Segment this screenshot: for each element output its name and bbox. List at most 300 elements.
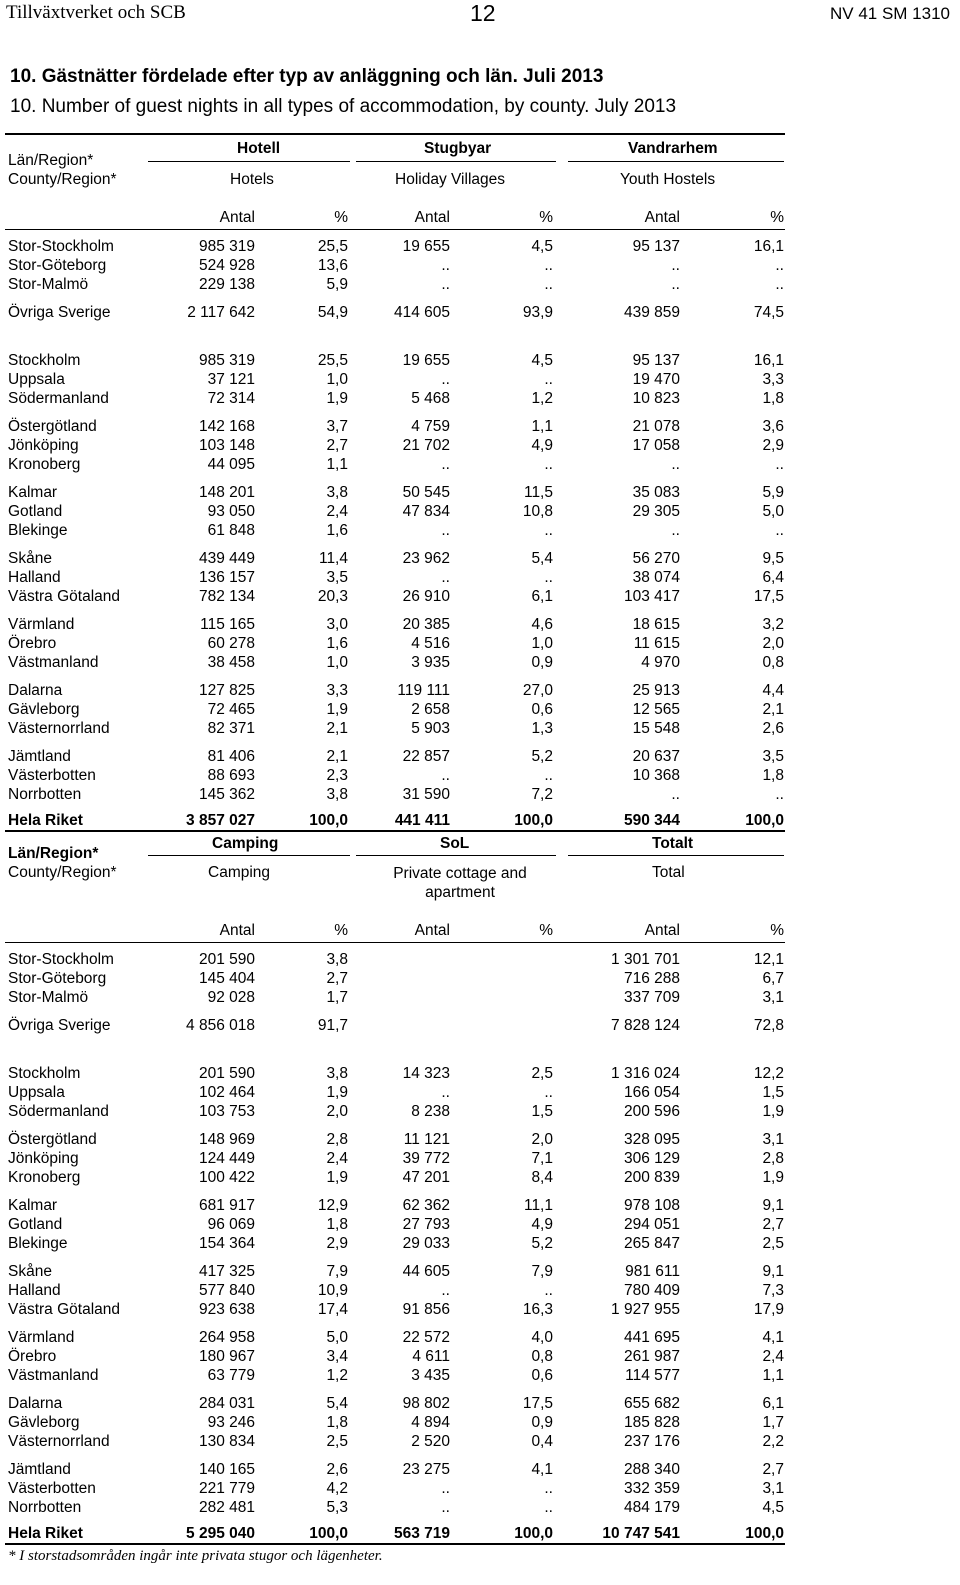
cell-value: 7,1 xyxy=(531,1150,553,1167)
table-row xyxy=(0,951,960,970)
row-label: Stor-Göteborg xyxy=(8,970,107,987)
cell-value: 148 969 xyxy=(198,1131,255,1148)
table2-group-rule-1 xyxy=(148,855,350,856)
row-label: Örebro xyxy=(8,1348,57,1365)
cell-value: 1,1 xyxy=(326,456,348,473)
row-label: Gävleborg xyxy=(8,1414,80,1431)
cell-value: 414 605 xyxy=(393,304,450,321)
cell-value: 0,4 xyxy=(531,1433,553,1450)
cell-value: 200 596 xyxy=(623,1103,680,1120)
row-label: Övriga Sverige xyxy=(8,1017,111,1034)
cell-value: 4,6 xyxy=(531,616,553,633)
cell-value: 3,8 xyxy=(326,484,348,501)
cell-value: 782 134 xyxy=(198,588,255,605)
row-label: Värmland xyxy=(8,616,75,633)
cell-value: 100 422 xyxy=(198,1169,255,1186)
row-label: Gotland xyxy=(8,1216,63,1233)
cell-value: 1,7 xyxy=(762,1414,784,1431)
table-row xyxy=(0,654,960,673)
table-row xyxy=(0,276,960,295)
cell-value: 11,1 xyxy=(523,1197,553,1214)
cell-value: 25,5 xyxy=(317,352,348,369)
cell-value: 5,0 xyxy=(762,503,784,520)
cell-value: 17,5 xyxy=(753,588,784,605)
table-row xyxy=(0,748,960,767)
cell-value: 2,1 xyxy=(326,720,348,737)
cell-value: 681 917 xyxy=(198,1197,255,1214)
sub-pct: % xyxy=(334,209,348,226)
table2-region-en: County/Region* xyxy=(8,864,117,881)
cell-value: 332 359 xyxy=(623,1480,680,1497)
cell-value: 10,9 xyxy=(317,1282,348,1299)
cell-value: 0,9 xyxy=(531,1414,553,1431)
cell-value: 4,5 xyxy=(762,1499,784,1516)
cell-value: 50 545 xyxy=(402,484,450,501)
cell-value: 9,5 xyxy=(762,550,784,567)
row-label: Södermanland xyxy=(8,1103,109,1120)
cell-value: .. xyxy=(671,456,680,473)
cell-value: 5 295 040 xyxy=(186,1525,255,1542)
cell-value: 82 371 xyxy=(207,720,255,737)
cell-value: .. xyxy=(544,1499,553,1516)
cell-value: 11 121 xyxy=(403,1131,450,1148)
table2-bottom-rule xyxy=(5,1543,785,1545)
table2-group-camping: Camping xyxy=(212,835,279,852)
cell-value: 95 137 xyxy=(632,352,680,369)
table-row xyxy=(0,1065,960,1084)
cell-value: 13,6 xyxy=(317,257,348,274)
row-label: Övriga Sverige xyxy=(8,304,111,321)
cell-value: 2,9 xyxy=(762,437,784,454)
cell-value: .. xyxy=(544,276,553,293)
cell-value: 25,5 xyxy=(317,238,348,255)
cell-value: 100,0 xyxy=(514,812,553,829)
cell-value: 200 839 xyxy=(623,1169,680,1186)
table-row xyxy=(0,1169,960,1188)
cell-value: 100,0 xyxy=(309,1525,348,1542)
cell-value: 201 590 xyxy=(198,1065,255,1082)
cell-value: 16,3 xyxy=(522,1301,553,1318)
table-row xyxy=(0,812,960,831)
cell-value: 23 962 xyxy=(402,550,450,567)
cell-value: 2 520 xyxy=(411,1433,450,1450)
cell-value: 2,7 xyxy=(326,437,348,454)
table-row xyxy=(0,437,960,456)
cell-value: 72 465 xyxy=(207,701,255,718)
cell-value: 130 834 xyxy=(198,1433,255,1450)
cell-value: 20 637 xyxy=(632,748,680,765)
table-row xyxy=(0,1131,960,1150)
table-row xyxy=(0,635,960,654)
cell-value: 3,4 xyxy=(326,1348,348,1365)
cell-value: 92 028 xyxy=(207,989,255,1006)
table2-group-camping-en: Camping xyxy=(208,864,271,881)
cell-value: 17,5 xyxy=(522,1395,553,1412)
cell-value: .. xyxy=(544,1480,553,1497)
title-swedish: 10. Gästnätter fördelade efter typ av anläggning och län. Juli 2013 xyxy=(10,66,604,87)
cell-value: 102 464 xyxy=(198,1084,255,1101)
table1-group-hostels: Vandrarhem xyxy=(628,140,718,157)
cell-value: 60 278 xyxy=(207,635,255,652)
cell-value: 38 074 xyxy=(632,569,680,586)
cell-value: .. xyxy=(441,276,450,293)
cell-value: 1,6 xyxy=(326,635,348,652)
table-row xyxy=(0,484,960,503)
cell-value: 923 638 xyxy=(198,1301,255,1318)
cell-value: 11 615 xyxy=(633,635,680,652)
cell-value: .. xyxy=(441,1499,450,1516)
cell-value: 7 828 124 xyxy=(611,1017,680,1034)
cell-value: 81 406 xyxy=(207,748,255,765)
cell-value: 103 417 xyxy=(623,588,680,605)
table-row xyxy=(0,989,960,1008)
cell-value: 1,0 xyxy=(326,371,348,388)
cell-value: .. xyxy=(544,1084,553,1101)
cell-value: 1,2 xyxy=(531,390,553,407)
cell-value: 4,0 xyxy=(531,1329,553,1346)
cell-value: 10 747 541 xyxy=(602,1525,680,1542)
table1-group-hotels-en: Hotels xyxy=(230,171,274,188)
sub-antal: Antal xyxy=(414,922,450,939)
cell-value: 103 753 xyxy=(198,1103,255,1120)
cell-value: 1,8 xyxy=(762,767,784,784)
cell-value: 27,0 xyxy=(522,682,553,699)
cell-value: 93 050 xyxy=(207,503,255,520)
cell-value: 2,0 xyxy=(531,1131,553,1148)
sub-antal: Antal xyxy=(644,209,680,226)
table-row xyxy=(0,1235,960,1254)
cell-value: 21 702 xyxy=(402,437,450,454)
row-label: Stockholm xyxy=(8,1065,81,1082)
cell-value: 62 362 xyxy=(402,1197,450,1214)
cell-value: .. xyxy=(775,786,784,803)
cell-value: 17 058 xyxy=(632,437,680,454)
cell-value: .. xyxy=(441,569,450,586)
cell-value: 47 201 xyxy=(402,1169,450,1186)
table-row xyxy=(0,701,960,720)
cell-value: 2,5 xyxy=(326,1433,348,1450)
cell-value: 2,4 xyxy=(326,1150,348,1167)
cell-value: 2,5 xyxy=(762,1235,784,1252)
table2-region-sv: Län/Region* xyxy=(8,845,99,862)
cell-value: 148 201 xyxy=(198,484,255,501)
table-row xyxy=(0,682,960,701)
cell-value: 264 958 xyxy=(198,1329,255,1346)
cell-value: 5,4 xyxy=(531,550,553,567)
cell-value: 0,6 xyxy=(531,701,553,718)
table-row xyxy=(0,786,960,805)
cell-value: 2,0 xyxy=(326,1103,348,1120)
row-label: Jämtland xyxy=(8,748,71,765)
cell-value: 2,7 xyxy=(762,1461,784,1478)
table-row xyxy=(0,371,960,390)
cell-value: 282 481 xyxy=(198,1499,255,1516)
row-label: Skåne xyxy=(8,550,52,567)
row-label: Norrbotten xyxy=(8,1499,82,1516)
cell-value: .. xyxy=(671,276,680,293)
row-label: Halland xyxy=(8,1282,61,1299)
table2-subheader xyxy=(0,922,960,941)
cell-value: 1,5 xyxy=(762,1084,784,1101)
cell-value: 0,8 xyxy=(762,654,784,671)
cell-value: 2,6 xyxy=(762,720,784,737)
cell-value: .. xyxy=(441,1480,450,1497)
cell-value: 26 910 xyxy=(402,588,450,605)
cell-value: 19 470 xyxy=(632,371,680,388)
cell-value: 3,8 xyxy=(326,951,348,968)
table-row xyxy=(0,1263,960,1282)
table-row xyxy=(0,1282,960,1301)
cell-value: 145 362 xyxy=(198,786,255,803)
cell-value: 4,5 xyxy=(531,352,553,369)
cell-value: 15 548 xyxy=(632,720,680,737)
cell-value: 74,5 xyxy=(753,304,784,321)
cell-value: 221 779 xyxy=(198,1480,255,1497)
cell-value: 2,8 xyxy=(326,1131,348,1148)
table-row xyxy=(0,1499,960,1518)
row-label: Hela Riket xyxy=(8,812,83,829)
cell-value: 17,9 xyxy=(753,1301,784,1318)
cell-value: .. xyxy=(441,522,450,539)
cell-value: 93 246 xyxy=(207,1414,255,1431)
cell-value: .. xyxy=(441,456,450,473)
table-row xyxy=(0,970,960,989)
cell-value: 4 611 xyxy=(412,1348,450,1365)
cell-value: .. xyxy=(775,522,784,539)
table-row xyxy=(0,588,960,607)
table-row xyxy=(0,1301,960,1320)
cell-value: .. xyxy=(441,1282,450,1299)
row-label: Hela Riket xyxy=(8,1525,83,1542)
cell-value: 2,7 xyxy=(326,970,348,987)
row-label: Värmland xyxy=(8,1329,75,1346)
cell-value: 484 179 xyxy=(623,1499,680,1516)
row-label: Västmanland xyxy=(8,1367,99,1384)
cell-value: 2,1 xyxy=(326,748,348,765)
row-label: Jönköping xyxy=(8,1150,79,1167)
cell-value: 56 270 xyxy=(632,550,680,567)
cell-value: 10 823 xyxy=(632,390,680,407)
table1-group-hotels: Hotell xyxy=(237,140,281,157)
title-english: 10. Number of guest nights in all types of accommodation, by county. July 2013 xyxy=(10,96,677,117)
cell-value: 439 449 xyxy=(198,550,255,567)
cell-value: 2 658 xyxy=(411,701,450,718)
cell-value: 12 565 xyxy=(632,701,680,718)
cell-value: 3,0 xyxy=(326,616,348,633)
cell-value: 4,1 xyxy=(531,1461,553,1478)
cell-value: 981 611 xyxy=(625,1263,680,1280)
cell-value: 1,0 xyxy=(531,635,553,652)
cell-value: .. xyxy=(544,1282,553,1299)
cell-value: 114 577 xyxy=(625,1367,680,1384)
cell-value: 4 894 xyxy=(411,1414,450,1431)
cell-value: 3,6 xyxy=(762,418,784,435)
row-label: Jämtland xyxy=(8,1461,71,1478)
cell-value: .. xyxy=(441,257,450,274)
table-row xyxy=(0,1461,960,1480)
cell-value: 3 857 027 xyxy=(186,812,255,829)
cell-value: 417 325 xyxy=(198,1263,255,1280)
row-label: Stor-Malmö xyxy=(8,276,89,293)
table-row xyxy=(0,1348,960,1367)
cell-value: 29 033 xyxy=(402,1235,450,1252)
cell-value: .. xyxy=(441,371,450,388)
cell-value: 1 927 955 xyxy=(611,1301,680,1318)
table1-group-rule-2 xyxy=(356,161,556,162)
sub-antal: Antal xyxy=(414,209,450,226)
table-row xyxy=(0,257,960,276)
cell-value: 12,2 xyxy=(753,1065,784,1082)
row-label: Dalarna xyxy=(8,682,63,699)
table-row xyxy=(0,1329,960,1348)
cell-value: .. xyxy=(775,276,784,293)
cell-value: 3,5 xyxy=(326,569,348,586)
row-label: Kronoberg xyxy=(8,456,81,473)
cell-value: 140 165 xyxy=(198,1461,255,1478)
cell-value: 4 759 xyxy=(411,418,450,435)
row-label: Norrbotten xyxy=(8,786,82,803)
cell-value: 12,1 xyxy=(753,951,784,968)
cell-value: .. xyxy=(775,257,784,274)
cell-value: 72,8 xyxy=(753,1017,784,1034)
row-label: Skåne xyxy=(8,1263,52,1280)
cell-value: 39 772 xyxy=(402,1150,450,1167)
cell-value: 2,0 xyxy=(762,635,784,652)
cell-value: 10 368 xyxy=(632,767,680,784)
cell-value: 1,8 xyxy=(326,1414,348,1431)
cell-value: 72 314 xyxy=(207,390,255,407)
cell-value: 6,1 xyxy=(531,588,553,605)
sub-pct: % xyxy=(770,209,784,226)
cell-value: 10,8 xyxy=(522,503,553,520)
cell-value: 1,1 xyxy=(762,1367,784,1384)
table-row xyxy=(0,1525,960,1544)
cell-value: 11,5 xyxy=(523,484,553,501)
cell-value: 7,2 xyxy=(531,786,553,803)
table-row xyxy=(0,418,960,437)
cell-value: 1,5 xyxy=(531,1103,553,1120)
cell-value: 563 719 xyxy=(393,1525,450,1542)
cell-value: 2,1 xyxy=(762,701,784,718)
row-label: Halland xyxy=(8,569,61,586)
cell-value: 5,2 xyxy=(531,748,553,765)
header-left: Tillväxtverket och SCB xyxy=(6,2,186,23)
cell-value: 4,9 xyxy=(531,1216,553,1233)
row-label: Örebro xyxy=(8,635,57,652)
row-label: Uppsala xyxy=(8,371,65,388)
row-label: Kalmar xyxy=(8,484,58,501)
cell-value: .. xyxy=(441,767,450,784)
cell-value: 985 319 xyxy=(198,238,255,255)
row-label: Västerbotten xyxy=(8,767,96,784)
cell-value: 441 695 xyxy=(623,1329,680,1346)
cell-value: .. xyxy=(671,257,680,274)
cell-value: 2,3 xyxy=(326,767,348,784)
table-row xyxy=(0,304,960,323)
cell-value: 2,9 xyxy=(326,1235,348,1252)
cell-value: 2,4 xyxy=(326,503,348,520)
sub-pct: % xyxy=(334,922,348,939)
cell-value: 127 825 xyxy=(198,682,255,699)
cell-value: 1,1 xyxy=(531,418,553,435)
table-row xyxy=(0,390,960,409)
cell-value: 3,3 xyxy=(326,682,348,699)
cell-value: 2,2 xyxy=(762,1433,784,1450)
cell-value: 7,9 xyxy=(531,1263,553,1280)
cell-value: 294 051 xyxy=(623,1216,680,1233)
cell-value: 6,4 xyxy=(762,569,784,586)
row-label: Västra Götaland xyxy=(8,588,121,605)
cell-value: 337 709 xyxy=(623,989,680,1006)
cell-value: 19 655 xyxy=(402,352,450,369)
cell-value: 96 069 xyxy=(207,1216,255,1233)
cell-value: 5,9 xyxy=(762,484,784,501)
table-row xyxy=(0,352,960,371)
sub-pct: % xyxy=(539,922,553,939)
table-row xyxy=(0,1433,960,1452)
table-row xyxy=(0,569,960,588)
cell-value: 100,0 xyxy=(745,1525,784,1542)
cell-value: 35 083 xyxy=(632,484,680,501)
cell-value: 229 138 xyxy=(198,276,255,293)
cell-value: 1,9 xyxy=(762,1103,784,1120)
table-row xyxy=(0,456,960,475)
cell-value: 54,9 xyxy=(317,304,348,321)
cell-value: 25 913 xyxy=(632,682,680,699)
cell-value: 9,1 xyxy=(762,1197,784,1214)
cell-value: 237 176 xyxy=(623,1433,680,1450)
row-label: Stor-Stockholm xyxy=(8,951,114,968)
cell-value: .. xyxy=(544,456,553,473)
cell-value: .. xyxy=(544,767,553,784)
row-label: Västmanland xyxy=(8,654,99,671)
table1-top-rule xyxy=(5,133,785,135)
cell-value: 14 323 xyxy=(402,1065,450,1082)
cell-value: 23 275 xyxy=(402,1461,450,1478)
cell-value: 17,4 xyxy=(317,1301,348,1318)
cell-value: 3,1 xyxy=(762,989,784,1006)
cell-value: 31 590 xyxy=(402,786,450,803)
row-label: Blekinge xyxy=(8,522,68,539)
cell-value: 590 344 xyxy=(623,812,680,829)
row-label: Västernorrland xyxy=(8,1433,110,1450)
cell-value: 1,0 xyxy=(326,654,348,671)
cell-value: 18 615 xyxy=(632,616,680,633)
cell-value: 284 031 xyxy=(198,1395,255,1412)
cell-value: 103 148 xyxy=(198,437,255,454)
cell-value: 7,3 xyxy=(762,1282,784,1299)
cell-value: 655 682 xyxy=(623,1395,680,1412)
table-row xyxy=(0,616,960,635)
table1-subheader-rule xyxy=(5,229,785,230)
cell-value: 88 693 xyxy=(207,767,255,784)
cell-value: 16,1 xyxy=(753,238,784,255)
row-label: Uppsala xyxy=(8,1084,65,1101)
cell-value: 4 970 xyxy=(641,654,680,671)
cell-value: 1 301 701 xyxy=(611,951,680,968)
cell-value: 3,7 xyxy=(326,418,348,435)
table-row xyxy=(0,1103,960,1122)
cell-value: 180 967 xyxy=(198,1348,255,1365)
cell-value: 21 078 xyxy=(632,418,680,435)
cell-value: 11,4 xyxy=(318,550,348,567)
cell-value: 1,6 xyxy=(326,522,348,539)
cell-value: 22 857 xyxy=(402,748,450,765)
cell-value: 261 987 xyxy=(623,1348,680,1365)
cell-value: 93,9 xyxy=(522,304,553,321)
cell-value: 22 572 xyxy=(402,1329,450,1346)
cell-value: 3,3 xyxy=(762,371,784,388)
